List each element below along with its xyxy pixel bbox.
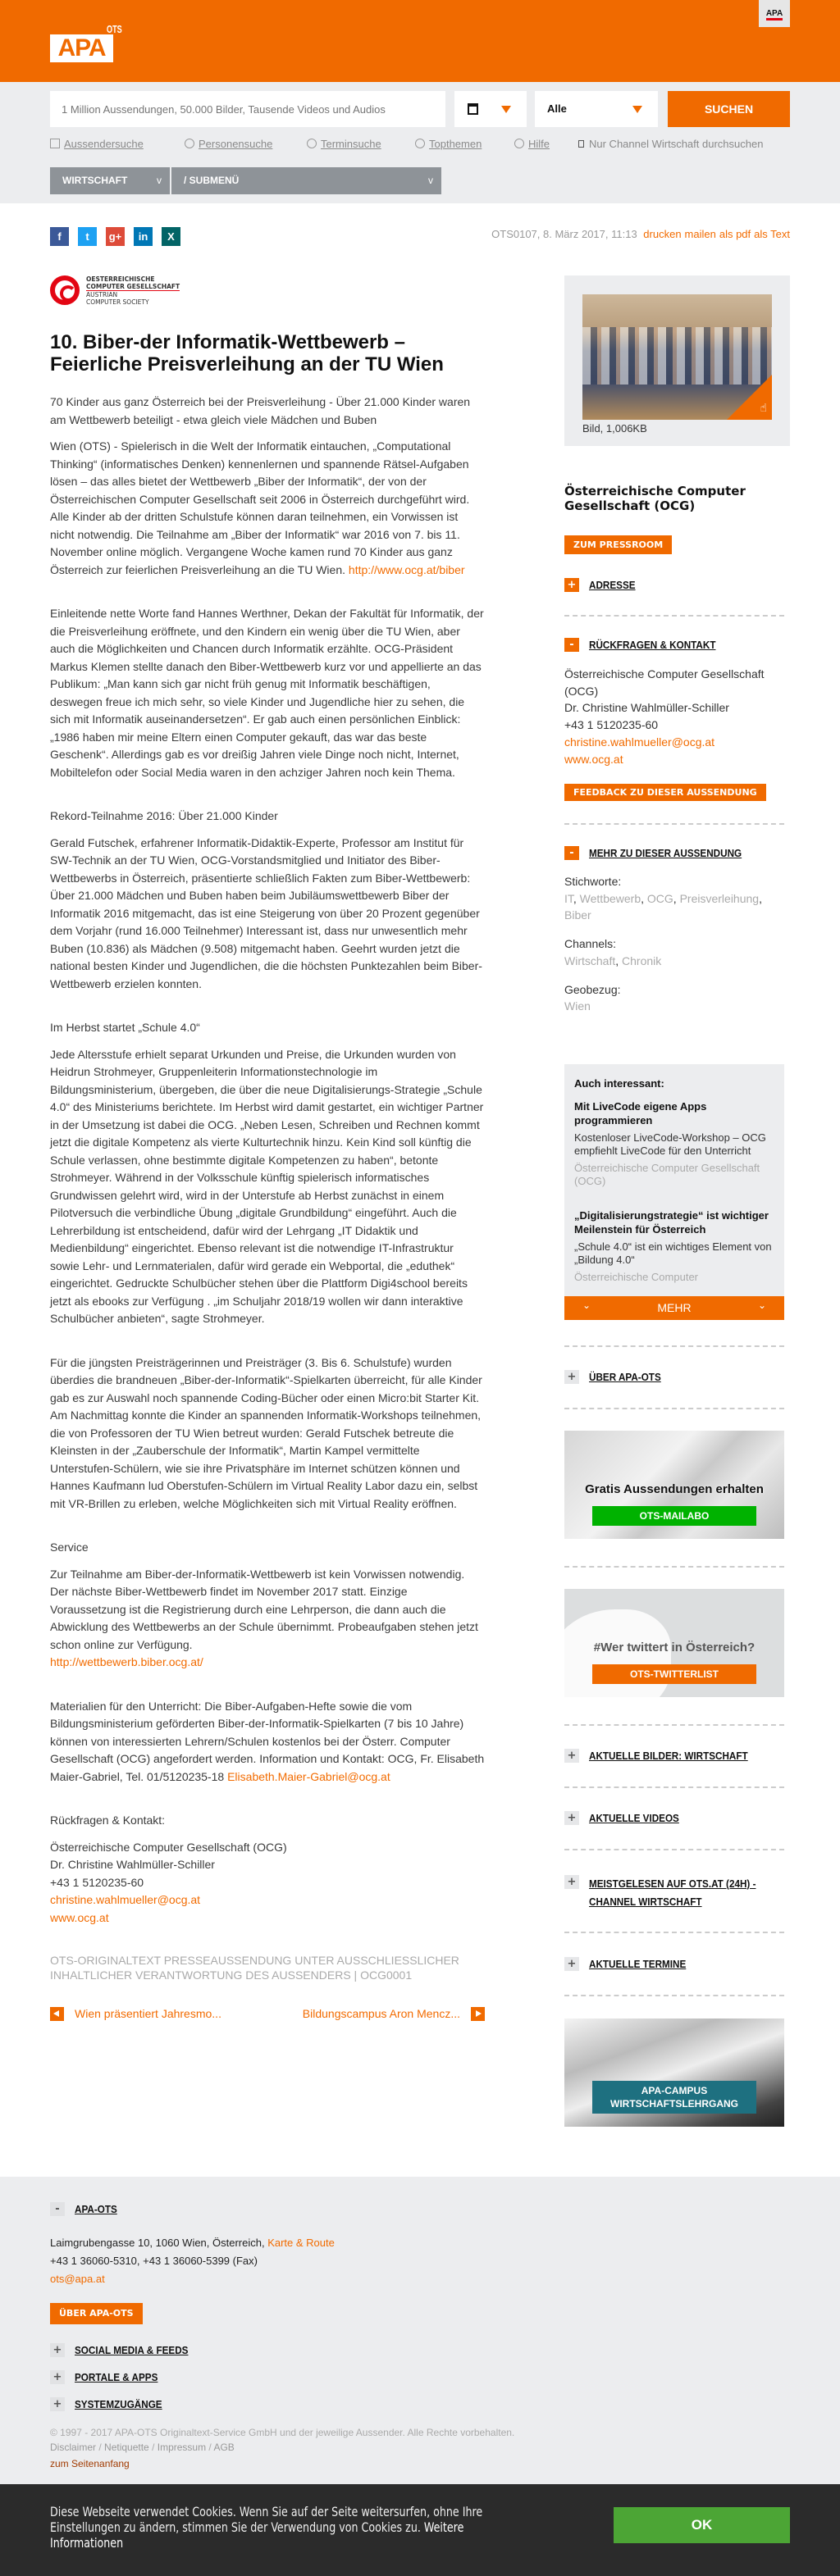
accordion-label: AKTUELLE TERMINE <box>589 1958 687 1970</box>
accordion-label: MEHR ZU DIESER AUSSENDUNG <box>589 847 742 859</box>
divider <box>564 1995 784 1996</box>
contact-person: Dr. Christine Wahlmüller-Schiller <box>50 1858 215 1871</box>
google-plus-icon[interactable]: g+ <box>106 227 125 246</box>
divider <box>564 1408 784 1409</box>
kontakt-block <box>564 666 784 767</box>
box-title: Auch interessant: <box>574 1077 664 1090</box>
link-label: Aussendersuche <box>64 138 144 150</box>
ocg-biber-link[interactable]: http://www.ocg.at/biber <box>348 562 465 576</box>
related-source-link[interactable]: Österreichische Computer Gesellschaft (OCG) <box>574 1162 760 1187</box>
contact-email[interactable]: christine.wahlmueller@ocg.at <box>50 1893 201 1906</box>
feedback-button[interactable]: FEEDBACK ZU DIESER AUSSENDUNG <box>564 784 766 801</box>
contact-org: Österreichische Computer Gesellschaft (OCG) <box>50 1840 287 1854</box>
article-title: 10. Biber-der Informatik-Wettbewerb – Feierliche Preisverleihung an der TU Wien <box>50 331 444 375</box>
related-title-link[interactable]: Mit LiveCode eigene Apps programmieren <box>574 1100 707 1126</box>
footer-portale[interactable] <box>50 2370 167 2384</box>
divider <box>564 615 784 617</box>
paragraph <box>50 1698 485 1786</box>
disclaimer: OTS-ORIGINALTEXT PRESSEAUSSENDUNG UNTER AUSSCHLIESSLICHER INHALTLICHER VERANTWORTUNG DES AUSSENDERS | OCG0001 <box>50 1954 459 1982</box>
related-desc: „Schule 4.0“ ist ein wichtiges Element von „Bildung 4.0“ <box>574 1240 772 1266</box>
campus-line: APA-CAMPUS <box>641 2085 708 2096</box>
calendar-icon <box>468 103 478 115</box>
date-dropdown[interactable] <box>454 91 527 127</box>
divider <box>564 1932 784 1933</box>
disclaimer-link[interactable]: Disclaimer <box>50 2442 97 2453</box>
pdf-link[interactable]: als pdf <box>719 228 751 240</box>
text-link[interactable]: als Text <box>754 228 790 240</box>
checkbox-box[interactable] <box>578 140 584 148</box>
mail-link[interactable]: mailen <box>684 228 716 240</box>
arrow-left-icon[interactable] <box>50 2007 64 2021</box>
category-value: Alle <box>547 102 567 115</box>
channel-only-checkbox[interactable] <box>578 138 763 150</box>
contact-phone: +43 1 5120235-60 <box>50 1875 144 1889</box>
channel-link[interactable]: Chronik <box>622 953 662 967</box>
paragraph: Jede Altersstufe erhielt separat Urkunden und Preise, die Urkunden wurden von Heidrun Strohmeyer, Gruppenleiterin Informationstechnologie im Bildungsministerium, übergeben, die über die neue Digitalisierungs-Strategie „Schule 4.0“ des Ministeriums berichtete. Im Herbst wird damit gestartet, ein wichtiger Partner in der Umsetzung ist dabei die OCG. „Neben Lesen, Schreiben und Rechnen kommt jetzt die digitale Kompetenz als vierte Kulturtechnik hinzu. Kein Kind soll künftig die Schule verlassen, ohne bestimmte digitale Kompetenzen zu haben“, betonte Strohmeyer. Während in der Volksschule künftig spielerisch informatisches Grundwissen gelehrt wird, wird in der Unterstufe ab Herbst zunächst in einem Pilotversuch die verbindliche Übung „digitale Grundbildung“ eingeführt. Auch die Lehrerbildung ist entscheidend, dafür wird der Lehrgang „IT Didaktik und Medienbildung“ eingerichtet. Ebenso relevant ist die notwendige IT-Infrastruktur sowie Lehr- und Lernmaterialen, dafür wird gerade ein Webportal, die „eduthek“ eingerichtet. Gedruckte Schulbücher stehen über die Plattform Digi4school bereits jetzt als ebooks zur Verfügung . „im Schuljahr 2018/19 wollen wir dann interaktive Schulbücher anbieten“, sagte Strohmeyer. <box>50 1047 484 1325</box>
paragraph <box>50 1566 485 1672</box>
checkbox-label: Nur Channel Wirtschaft durchsuchen <box>589 138 764 150</box>
chevron-down-icon: v <box>428 175 433 186</box>
contact-org: Österreichische Computer Gesellschaft (OCG) <box>564 667 765 698</box>
footer-apa-ots[interactable] <box>50 2202 122 2216</box>
plus-icon: + <box>564 578 579 592</box>
ocg-logo-mark <box>50 275 80 305</box>
contact-web[interactable]: www.ocg.at <box>50 1910 109 1924</box>
netiquette-link[interactable]: Netiquette <box>104 2442 149 2453</box>
logo-line: OESTERREICHISCHE <box>86 275 155 283</box>
contact-email[interactable]: christine.wahlmueller@ocg.at <box>564 735 715 749</box>
tag-link[interactable]: Preisverleihung <box>679 891 760 905</box>
link-hilfe[interactable] <box>514 138 550 150</box>
prev-next-nav <box>50 2007 485 2023</box>
plus-icon: + <box>50 2397 65 2411</box>
link-personensuche[interactable] <box>185 138 272 150</box>
xing-icon[interactable]: X <box>162 227 180 246</box>
paragraph-text: Materialien für den Unterricht: Die Biber-Aufgaben-Hefte sowie die vom Bildungsministerium geförderten Biber-der-Informatik-Spielkarten (7 bis 10 Jahre) können von interessierten Lehrern/Schulen kostenlos bei der Österr. Computer Gesellschaft (OCG) angefordert werden. Information und Kontakt: OCG, Fr. Elisabeth Maier-Gabriel, Tel. 01/5120235-18 <box>50 1699 485 1783</box>
channel-link[interactable]: Wirtschaft <box>564 953 616 967</box>
accordion-mehr[interactable] <box>564 846 790 860</box>
footer-social-media[interactable] <box>50 2343 201 2357</box>
footer-address <box>50 2234 335 2288</box>
footer-phone: +43 1 36060-5310, +43 1 36060-5399 (Fax) <box>50 2255 258 2267</box>
contact-person: Dr. Christine Wahlmüller-Schiller <box>564 701 729 715</box>
search-links <box>50 138 790 152</box>
plus-icon: + <box>564 1370 579 1384</box>
accordion-ueber-apa-ots[interactable] <box>564 1370 790 1384</box>
subheading: Service <box>50 1541 89 1554</box>
paragraph-text: Wien (OTS) - Spielerisch in die Welt der Informatik eintauchen, „Computational Thinking“ (informatisches Denken) kennenlernen und spannende Rätsel-Aufgaben lösen – das alles bietet der Wettbewerb „Biber der Informatik“, der von der Österreichischen Computer Gesellschaft seit 2006 in Österreich durchgeführt wird. Alle Kinder ab der dritten Schulstufe können daran teilnehmen, ein Vorwissen ist nicht notwendig. Die Teilnahme am „Biber der Informatik“ war 2016 von 7. bis 11. November online möglich. Vergangene Woche kamen rund 70 Kinder aus ganz Österreich zur feierlichen Preisverleihung an die TU Wien. <box>50 439 470 576</box>
accordion-videos[interactable] <box>564 1811 790 1825</box>
related-source-link[interactable]: Österreichische Computer <box>574 1271 698 1283</box>
email-link[interactable]: Elisabeth.Maier-Gabriel@ocg.at <box>227 1769 390 1783</box>
cookie-more-link[interactable]: Weitere Informationen <box>50 2519 464 2551</box>
info-icon <box>514 139 524 148</box>
paragraph <box>50 438 485 579</box>
footer-systemzugaenge[interactable] <box>50 2397 171 2411</box>
geo-label: Geobezug: <box>564 982 621 996</box>
cookie-message: Diese Webseite verwendet Cookies. Wenn Sie auf der Seite weitersurfen, ohne Ihre Einstellungen zu ändern, stimmen Sie der Verwendung von Cookies zu. <box>50 2504 483 2535</box>
link-terminsuche[interactable] <box>307 138 381 150</box>
paragraph-text: Zur Teilnahme am Biber-der-Informatik-Wettbewerb ist kein Vorwissen notwendig. Der nächste Biber-Wettbewerb findet im November 2017 statt. Einzige Voraussetzung ist die Registrierung durch eine Lehrperson, die dann auch die Abwicklung des Wettbewerbs an der Schule übernimmt. Probeaufgaben stehen jetzt schon online zur Verfügung. <box>50 1567 478 1651</box>
paragraph: Einleitende nette Worte fand Hannes Werthner, Dekan der Fakultät für Informatik, der die Preisverleihung eröffnete, und den Kindern ein wenig über die TU Wien, aber auch die Möglichkeiten und Chancen durch Informatik erzählte. OCG-Präsident Markus Klemen stellte danach den Biber-Wettbewerb kurz vor und appellierte an das Publikum: „Man kann sich gar nicht früh genug mit Informatik beschäftigen, deswegen freue ich mich sehr, so viele Kinder und Jugendliche hier zu sehen, die sich mit Informatik auseinandersetzen“. Er gab auch einen persönlichen Einblick: „1986 haben mir meine Eltern einen Computer gekauft, das war das beste Geschenk“. Allerdings gab es vor dreißig Jahren viele Dinge noch nicht, Internet, Mobiltelefon oder Social Media waren in den achziger Jahren noch kein Thema. <box>50 607 484 779</box>
zoom-hand-icon: ☝ <box>760 402 767 415</box>
minus-icon: - <box>50 2202 65 2216</box>
copyright: © 1997 - 2017 APA-OTS Originaltext-Service GmbH und der jeweilige Aussender. Alle Rechte vorbehalten. <box>50 2427 515 2438</box>
site-header <box>0 0 840 82</box>
related-title-link[interactable]: „Digitalisierungstrategie“ ist wichtiger Meilenstein für Österreich <box>574 1209 769 1236</box>
chevron-down-icon <box>632 106 642 113</box>
plus-icon: + <box>50 2370 65 2384</box>
divider <box>564 1849 784 1850</box>
cookie-ok-button[interactable]: OK <box>614 2507 790 2543</box>
logo-line: COMPUTER GESELLSCHAFT <box>86 282 180 290</box>
accordion-label: ÜBER APA-OTS <box>589 1371 661 1383</box>
accordion-kontakt[interactable] <box>564 638 790 652</box>
tags-label: Stichworte: <box>564 875 622 888</box>
submenu[interactable] <box>171 167 441 194</box>
clock-icon <box>307 139 317 148</box>
paragraph: Für die jüngsten Preisträgerinnen und Preisträger (3. Bis 6. Schulstufe) wurden überdies die brandneuen „Biber-der-Informatik“-Spielkarten überreicht, für alle Kinder gab es zur Auswahl noch spannende Coding-Bücher oder einen Micro:bit Starter Kit. Am Nachmittag konnte die Kinder an spannenden Informatik-Workshops teilnehmen, die von Professoren der TU Wien betreut wurden: Gerald Futschek betreute die Kleinsten in der „Zauberschule der Informatik“, Martin Kampel vermittelte Unterstufen-Schülern, wie sie ihre Privatsphäre im Internet schützen können und Hannes Kaufmann lud Oberstufen-Schülern im Virtual Reality Labor dazu ein, selbst mit VR-Brillen zu erleben, welche Möglichkeiten sich mit Virtual Reality eröffnen. <box>50 1355 482 1510</box>
related-item <box>574 1100 774 1188</box>
plus-icon: + <box>564 1749 579 1763</box>
agb-link[interactable]: AGB <box>213 2442 235 2453</box>
tag-link[interactable]: IT <box>564 891 573 905</box>
linkedin-icon[interactable]: in <box>134 227 153 246</box>
accordion-label: AKTUELLE BILDER: WIRTSCHAFT <box>589 1750 748 1762</box>
link-topthemen[interactable] <box>415 138 482 150</box>
impressum-link[interactable]: Impressum <box>157 2442 207 2453</box>
logo-line: COMPUTER SOCIETY <box>86 298 149 306</box>
release-tags: Stichworte: IT, Wettbewerb, OCG, Preisverleihung, Biber Channels: Wirtschaft, Chronik Geobezug: Wien <box>564 873 784 1015</box>
campus-line: WIRTSCHAFTSLEHRGANG <box>610 2098 738 2109</box>
apa-badge[interactable] <box>759 0 790 27</box>
article <box>50 275 485 2023</box>
divider <box>564 823 784 825</box>
minus-icon: - <box>564 638 579 652</box>
article-lead: 70 Kinder aus ganz Österreich bei der Preisverleihung - Über 21.000 Kinder waren am Wettbewerb beteiligt - etwa gleich viele Mädchen und Buben <box>50 395 471 426</box>
minus-icon: - <box>564 846 579 860</box>
category-select[interactable] <box>535 91 658 127</box>
link-label: Personensuche <box>199 138 273 150</box>
sender-name: Österreichische Computer Gesellschaft (OCG) <box>564 484 746 513</box>
tag-link[interactable]: Biber <box>564 908 591 922</box>
cookie-banner <box>0 2484 840 2576</box>
link-label: Hilfe <box>528 138 550 150</box>
accordion-label: APA-OTS <box>75 2203 117 2215</box>
legal-links: Disclaimer / Netiquette / Impressum / AGB <box>50 2442 235 2453</box>
tag-link[interactable]: OCG <box>646 891 673 905</box>
map-link[interactable]: Karte & Route <box>267 2237 335 2249</box>
about-apa-button[interactable]: ÜBER APA-OTS <box>50 2303 143 2324</box>
apa-ots-logo[interactable] <box>50 23 122 62</box>
chevron-down-icon: ⌄ <box>582 1299 591 1311</box>
subheading: Rückfragen & Kontakt: <box>50 1814 166 1827</box>
cookie-text <box>50 2504 483 2551</box>
compass-icon <box>415 139 425 148</box>
plus-icon: + <box>50 2343 65 2357</box>
logo-line: AUSTRIAN <box>86 290 118 298</box>
related-desc: Kostenloser LiveCode-Workshop – OCG empfiehlt LiveCode für den Unterricht <box>574 1131 766 1157</box>
chevron-down-icon: v <box>157 175 162 186</box>
back-to-top-link[interactable]: zum Seitenanfang <box>50 2458 130 2469</box>
paragraph: Gerald Futschek, erfahrener Informatik-Didaktik-Experte, Professor am Institut für SW-Technik an der TU Wien, OCG-Vorstandsmitglied und Initiator des Biber-Wettbewerbs in Österreich, präsentierte schließlich Fakten zum Biber-Wettbewerb: Über 21.000 Mädchen und Buben haben beim Jubiläumswettbewerb Biber der Informatik 2016 mitgemacht, das ist eine Steigerung von über 20 Prozent gegenüber dem Vorjahr (rund 16.000 Teilnehmer) Interessant ist, dass nur unwesentlich mehr Buben (10.836) als Mädchen (9.508) mitgemacht haben. Geehrt wurden jetzt die national besten Kinder und Jugendlichen, die die höchsten Punktezahlen beim Biber-Wettbewerb erzielen konnten. <box>50 835 482 990</box>
accordion-label: RÜCKFRAGEN & KONTAKT <box>589 639 716 651</box>
chevron-down-icon: ⌄ <box>757 1299 766 1311</box>
contact-block <box>50 1839 485 1927</box>
mailabo-text: Gratis Aussendungen erhalten <box>585 1482 764 1496</box>
logo-text: APA <box>50 34 113 62</box>
contact-phone: +43 1 5120235-60 <box>564 718 659 732</box>
chevron-down-icon <box>501 106 511 113</box>
link-label: Topthemen <box>429 138 482 150</box>
divider <box>564 1786 784 1788</box>
accordion-label: AKTUELLE VIDEOS <box>589 1812 679 1824</box>
accordion-adresse[interactable] <box>564 578 790 592</box>
channel-label: WIRTSCHAFT <box>62 175 128 186</box>
twitterlist-button[interactable]: OTS-TWITTERLIST <box>592 1664 756 1684</box>
contact-web[interactable]: www.ocg.at <box>564 752 623 766</box>
divider <box>564 1724 784 1726</box>
subheading: Rekord-Teilnahme 2016: Über 21.000 Kinder <box>50 809 278 822</box>
plus-icon: + <box>564 1957 579 1971</box>
related-item <box>574 1209 774 1284</box>
press-photo[interactable] <box>582 294 772 420</box>
divider <box>564 1566 784 1568</box>
divider <box>564 1345 784 1347</box>
building-icon <box>50 139 60 148</box>
twitter-banner[interactable] <box>564 1589 784 1697</box>
submenu-label: / SUBMENÜ <box>184 175 240 186</box>
logo-sup: OTS <box>107 23 122 35</box>
sender-logo[interactable] <box>50 275 485 306</box>
accordion-label: MEISTGELESEN AUF OTS.AT (24H) - CHANNEL WIRTSCHAFT <box>589 1877 756 1908</box>
arrow-right-icon[interactable] <box>471 2007 485 2021</box>
campus-label <box>592 2081 756 2114</box>
next-release-link[interactable]: Bildungscampus Aron Mencz... <box>302 2007 460 2020</box>
mailabo-button[interactable]: OTS-MAILABO <box>592 1506 756 1526</box>
person-icon <box>185 139 194 148</box>
geo-link[interactable]: Wien <box>564 999 591 1013</box>
link-label: Terminsuche <box>321 138 381 150</box>
image-box <box>564 275 790 446</box>
address-text: Laimgrubengasse 10, 1060 Wien, Österreich, <box>50 2237 268 2249</box>
release-id-date: OTS0107, 8. März 2017, 11:13 <box>491 228 637 240</box>
pressroom-button[interactable]: ZUM PRESSROOM <box>564 535 672 554</box>
apa-badge-text: APA <box>766 9 783 20</box>
ocg-logo-text <box>86 275 180 306</box>
tag-link[interactable]: Wettbewerb <box>579 891 641 905</box>
facebook-icon[interactable]: f <box>50 227 69 246</box>
accordion-termine[interactable] <box>564 1957 790 1971</box>
footer-email[interactable]: ots@apa.at <box>50 2273 105 2285</box>
more-label: MEHR <box>657 1301 692 1314</box>
search-button[interactable]: SUCHEN <box>668 91 790 127</box>
release-meta <box>491 228 790 240</box>
search-input[interactable] <box>50 91 445 127</box>
campus-banner[interactable] <box>564 2018 784 2127</box>
mailabo-banner[interactable] <box>564 1431 784 1539</box>
plus-icon: + <box>564 1811 579 1825</box>
accordion-label: PORTALE & APPS <box>75 2371 158 2383</box>
accordion-bilder[interactable] <box>564 1749 790 1763</box>
accordion-label: SOCIAL MEDIA & FEEDS <box>75 2344 189 2356</box>
twitter-icon[interactable]: t <box>78 227 97 246</box>
plus-icon: + <box>564 1875 579 1889</box>
auch-interessant-box <box>564 1064 784 1320</box>
channel-menu[interactable] <box>50 167 170 194</box>
image-caption: Bild, 1,006KB <box>582 422 647 435</box>
more-button[interactable] <box>564 1296 784 1320</box>
prev-release-link[interactable]: Wien präsentiert Jahresmo... <box>75 2007 221 2020</box>
subheading: Im Herbst startet „Schule 4.0“ <box>50 1021 200 1034</box>
twitter-text: #Wer twittert in Österreich? <box>593 1641 756 1654</box>
accordion-label: SYSTEMZUGÄNGE <box>75 2398 162 2410</box>
accordion-label: ADRESSE <box>589 579 636 591</box>
print-link[interactable]: drucken <box>643 228 682 240</box>
search-band <box>0 82 840 203</box>
link-aussendersuche[interactable] <box>50 138 144 150</box>
biber-wettbewerb-link[interactable]: http://wettbewerb.biber.ocg.at/ <box>50 1655 203 1668</box>
channels-label: Channels: <box>564 937 617 951</box>
accordion-meistgelesen[interactable] <box>564 1875 790 1911</box>
